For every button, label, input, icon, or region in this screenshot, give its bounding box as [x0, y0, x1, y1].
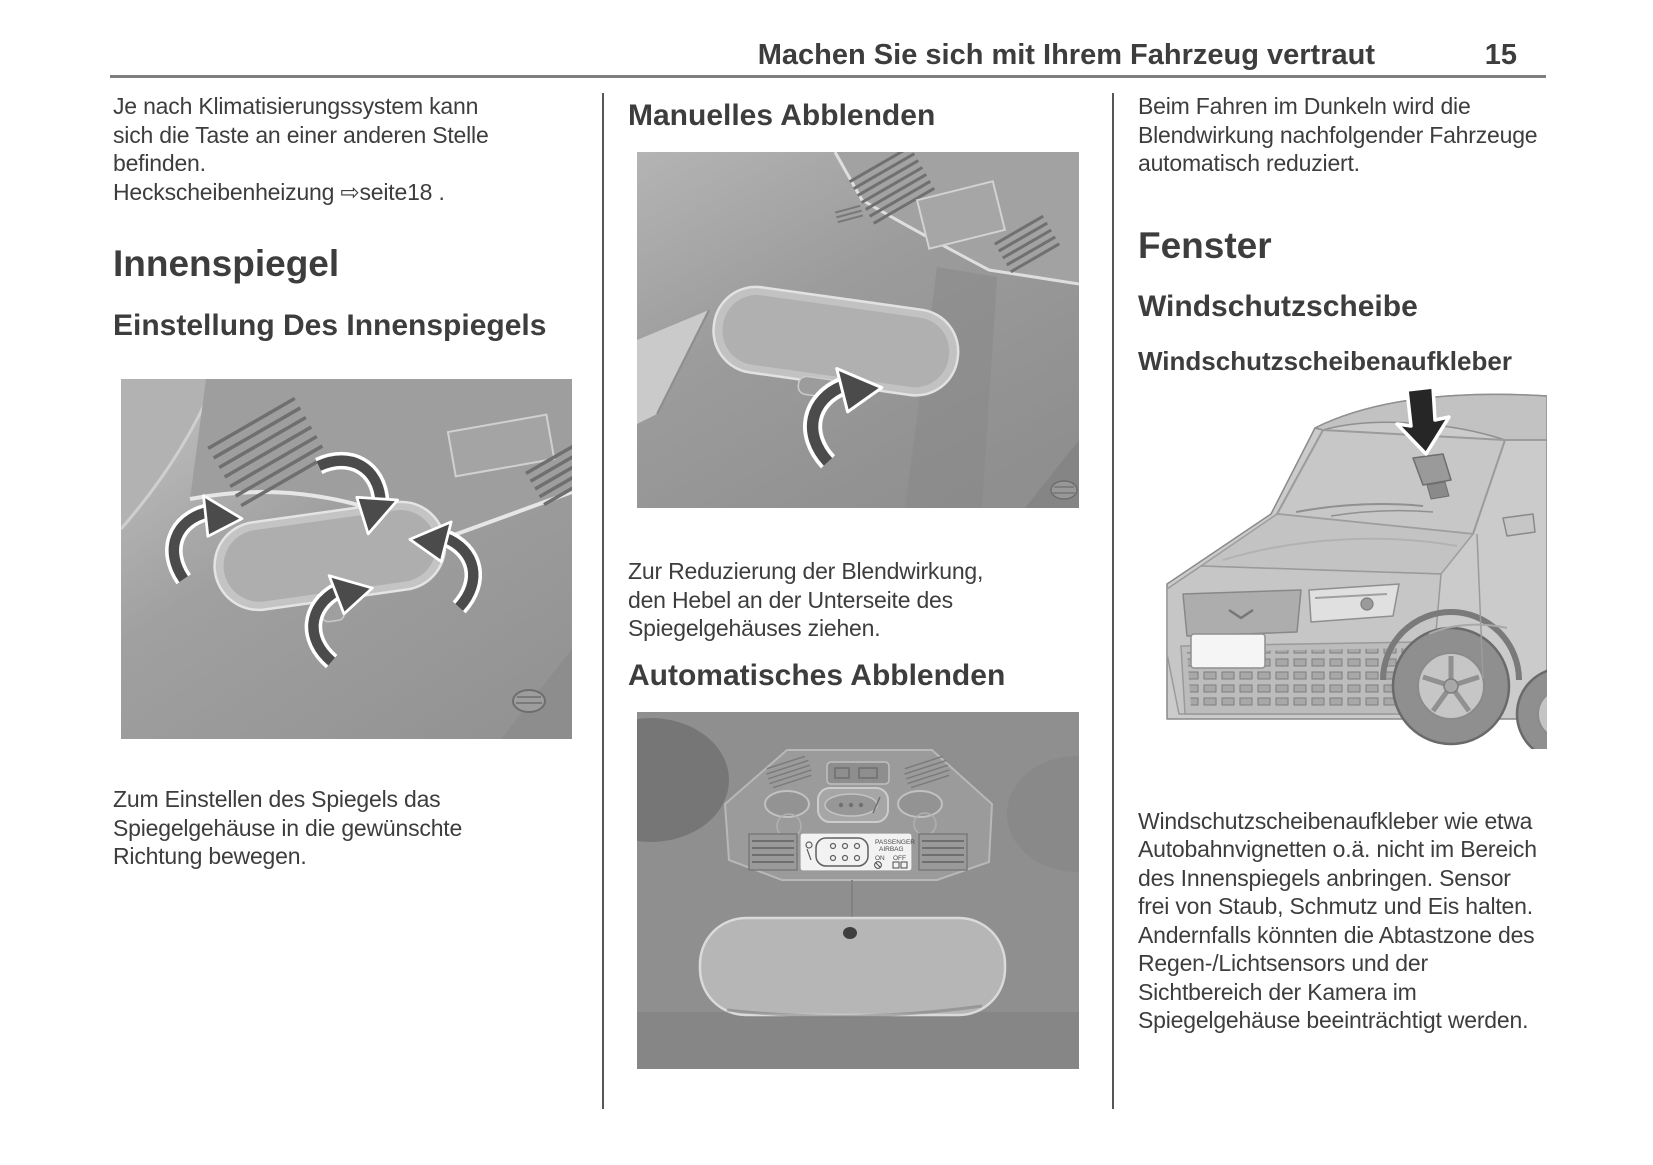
passenger-text: PASSENGER	[875, 838, 915, 846]
middle-column	[628, 92, 1083, 1069]
heading-automatisches-abblenden: Automatisches Abblenden	[628, 658, 1006, 692]
column-divider-right	[1112, 93, 1114, 1109]
projector-lens	[1361, 598, 1373, 610]
headlight	[1309, 584, 1399, 622]
manual-dimming-paragraph: Zur Reduzierung der Blendwirkung, den Hebel an der Unterseite des Spiegelgehäuses ziehen.	[628, 558, 984, 641]
passenger-airbag-label	[800, 833, 915, 871]
mirror-adjust-paragraph: Zum Einstellen des Spiegels das Spiegelgehäuse in die gewünschte Richtung bewegen.	[113, 786, 463, 869]
manual-dimming-figure	[637, 152, 1079, 508]
windshield-sticker-car-figure	[1131, 384, 1547, 749]
subsubsection-heading-aufkleber: Windschutzscheibenaufkleber	[1138, 345, 1512, 376]
airbag-text: AIRBAG	[879, 845, 904, 853]
right-column	[1138, 92, 1548, 1035]
on-text: ON	[875, 854, 885, 862]
section-heading-innenspiegel: Innenspiegel	[113, 243, 340, 284]
auto-dimming-mirror	[700, 918, 1005, 1016]
header-rule	[110, 75, 1546, 78]
intro-paragraph: Je nach Klimatisierungssystem kann sich die Taste an einer anderen Stelle befinden.	[113, 93, 489, 176]
mirror-mount-foot	[1427, 482, 1449, 499]
console-button-pair	[827, 762, 889, 784]
windshield-sticker-paragraph: Windschutzscheibenaufkleber wie etwa Autobahnvignetten o.ä. nicht im Bereich des Innenspiegels anbringen. Sensor frei von Staub, Schmutz und Eis halten. Andernfalls könnten die Abtastzone des Regen-/Lichtsensors und der Sichtbereich der Kamera im Spiegelgehäuse beeinträchtigt werden.	[1138, 807, 1537, 1033]
subsection-heading-einstellung: Einstellung Des Innenspiegels	[113, 309, 547, 342]
heading-manuelles-abblenden: Manuelles Abblenden	[628, 99, 936, 132]
subsection-heading-windschutzscheibe: Windschutzscheibe	[1138, 289, 1418, 323]
mirror-adjustment-figure	[121, 379, 572, 739]
section-heading-fenster: Fenster	[1138, 224, 1272, 266]
running-header-title: Machen Sie sich mit Ihrem Fahrzeug vertraut	[757, 39, 1375, 71]
heated-rear-window-reference-line: Heckscheibenheizung ⇨seite18 .	[113, 178, 445, 205]
page-number: 15	[1484, 39, 1517, 71]
grille	[1183, 590, 1301, 636]
license-plate	[1191, 634, 1265, 668]
vent-band	[749, 833, 967, 871]
console-button-right	[898, 791, 942, 817]
front-wheel	[1393, 628, 1509, 744]
side-mirror	[1503, 514, 1535, 536]
column-divider-left	[602, 93, 604, 1109]
off-text: OFF	[893, 854, 906, 862]
auto-dim-intro-paragraph: Beim Fahren im Dunkeln wird die Blendwirkung nachfolgender Fahrzeuge automatisch reduziert.	[1138, 93, 1538, 176]
console-center-cluster	[818, 788, 888, 822]
console-button-left	[765, 791, 809, 817]
left-column	[113, 92, 573, 871]
lower-shade	[637, 1012, 1079, 1069]
auto-dimming-figure	[637, 712, 1079, 1069]
light-sensor-dot	[843, 927, 857, 939]
